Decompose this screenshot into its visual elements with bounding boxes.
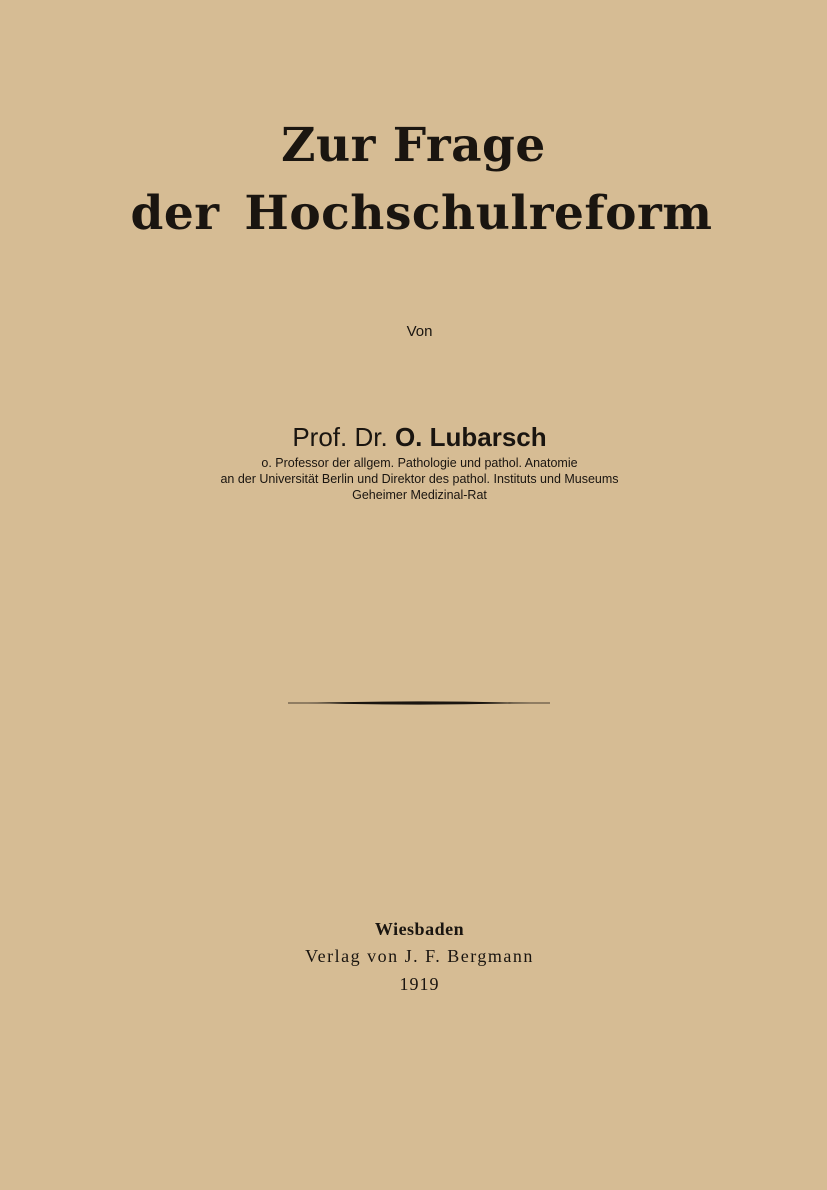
author-affiliation-line: an der Universität Berlin und Direktor des pathol. Instituts und Museums <box>220 472 619 486</box>
author-affiliation-line: o. Professor der allgem. Pathologie und pathol. Anatomie <box>261 456 578 470</box>
byline: Von <box>406 323 433 340</box>
author-prefix: Prof. Dr. <box>292 422 388 452</box>
author-name: O. Lubarsch <box>394 422 547 452</box>
imprint-city: Wiesbaden <box>374 919 465 939</box>
title-line-1: Zur Frage <box>281 118 546 173</box>
ornamental-rule <box>288 699 550 707</box>
author-affiliation-line: Geheimer Medizinal-Rat <box>352 488 487 502</box>
author <box>6 424 827 450</box>
title-line-2: der Hochschulreform <box>130 186 713 241</box>
imprint-publisher: Verlag von J. F. Bergmann <box>305 946 534 966</box>
imprint-year: 1919 <box>399 974 440 994</box>
